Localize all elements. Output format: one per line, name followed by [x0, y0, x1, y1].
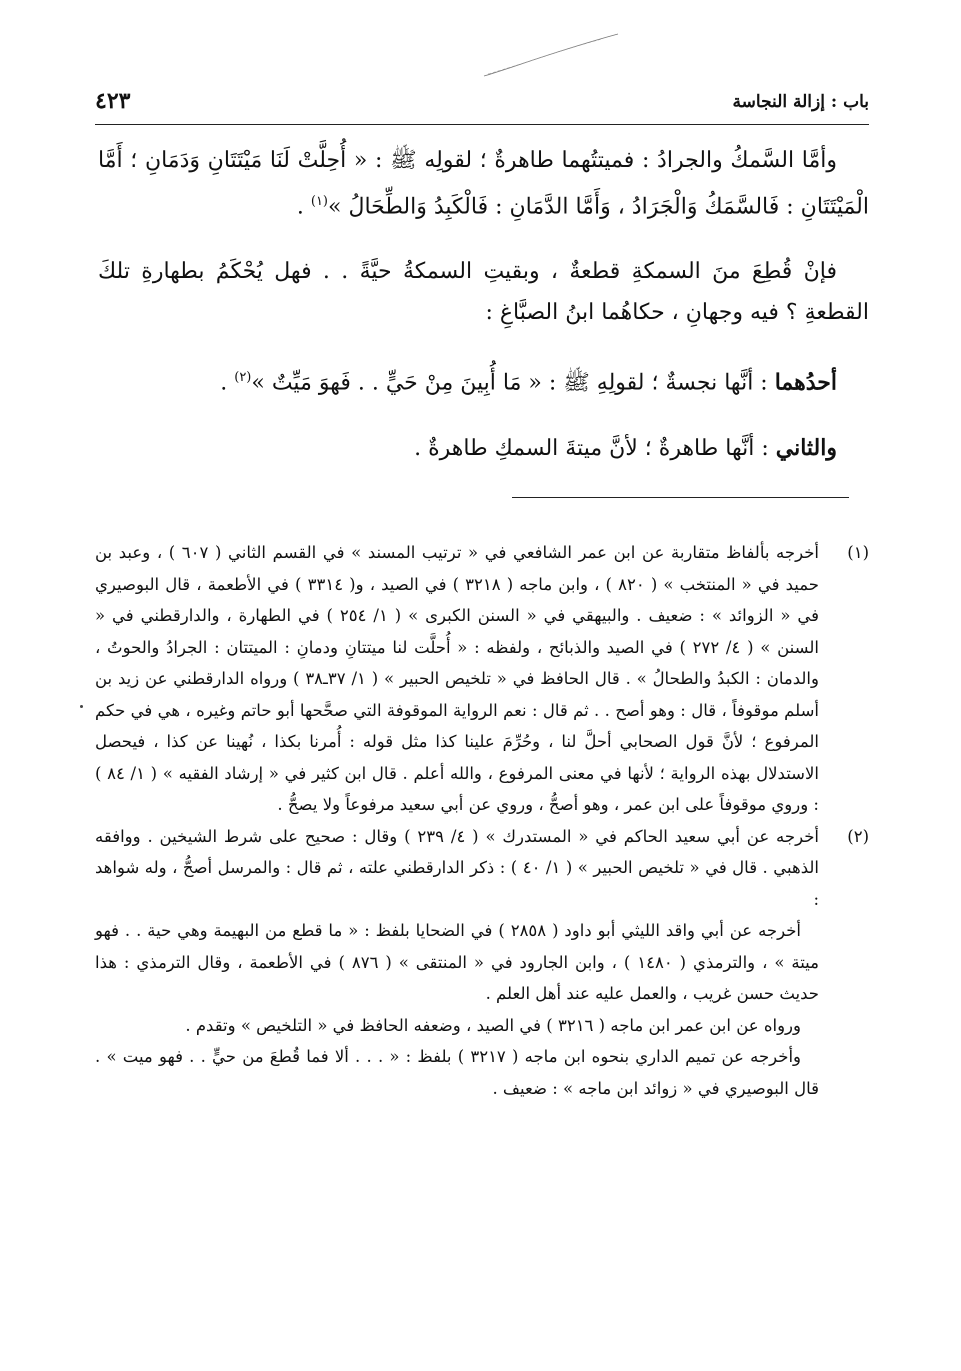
footnotes [95, 537, 869, 1104]
footnote-text: أخرجه بألفاظ متقاربة عن ابن عمر الشافعي في « ترتيب المسند » في القسم الثاني ( ٦٠٧ ) ، وعبد بن حميد في « المنتخب » ( ٨٢٠ ) ، وابن ماجه ( ٣٢١٨ ) في الصيد ، و( ٣٣١٤ ) في الأطعمة ، قال البوصيري في « الزوائد » : ضعيف . والبيهقي في « السنن الكبرى » ( ١/ ٢٥٤ ) في الطهارة ، والدارقطني في « السنن » ( ٤/ ٢٧٢ ) في الصيد والذبائح ، ولفظه : « أُحلَّت لنا ميتتانِ ودمانِ : الميتتان : الجرادُ والحوتُ ، والدمان : الكبدُ والطحالُ » . قال الحافظ في « تلخيص الحبير » ( ١/ ٣٧ـ٣٨ ) ورواه الدارقطني عن زيد بن أسلم موقوفاً ، قال : وهو أصح . . ثم قال : نعم الرواية الموقوفة التي صحَّحها أبو حاتم وغيره ، هي في حكم المرفوع ؛ لأنَّ قول الصحابي أحلَّ لنا ، وحُرِّمَ علينا كذا مثل قوله : أُمرنا بكذا ، نُهينا عن كذا ، فيحصل الاستدلال بهذه الرواية ؛ لأنها في معنى المرفوع ، والله أعلم . قال ابن كثير في « إرشاد الفقيه » ( ١/ ٨٤ ) : وروي موقوفاً على ابن عمر ، وهو أصحُّ ، وروي عن أبي سعيد مرفوعاً ولا يصحُّ . [95, 543, 820, 814]
paragraph-text: : أنَّها طاهرةٌ ؛ لأنَّ ميتةَ السمكِ طاهرةٌ . [414, 435, 776, 461]
page-number: ٤٢٣ [95, 88, 131, 114]
footnote-mark: (٢) [847, 826, 869, 846]
paragraph-second-view [98, 428, 869, 469]
page-header [95, 86, 869, 125]
paragraph-fish-locust: وأمَّا السَّمكُ والجرادُ : فميتتُهما طاهرةٌ ؛ لقولِه ﷺ : « أُحِلَّتْ لَنَا مَيْتَتَانِ وَدَمَانِ ؛ أَمَّا الْمَيْتَتَانِ : فَالسَّمَكُ وَالْجَرَادُ ، وَأَمَّا الدَّمَانِ : فَالْكَبِدُ وَالطِّحَالُ »$^{(١)}$ . [98, 148, 869, 220]
paragraph-cut-piece: فإنْ قُطِعَ منَ السمكةِ قطعةٌ ، وبقيتِ السمكةُ حيَّةً . . فهل يُحْكَمُ بطهارةِ تلكَ القطعةِ ؟ فيه وجهانِ ، حكاهُما ابنُ الصبَّاغِ : [98, 259, 869, 326]
footnote-mark: (١) [847, 543, 869, 562]
footnote-text: ورواه عن ابن عمر ابن ماجه ( ٣٢١٦ ) في الصيد ، وضعفه الحافظ في « التلخيص » وتقدم . [185, 1015, 801, 1035]
paragraph-text: وأمَّا السَّمكُ والجرادُ : فميتتُهما طاهرةٌ ؛ لقولِه ﷺ : « أُحِلَّتْ لَنَا مَيْتَتَانِ وَدَمَانِ ؛ أَمَّا الْمَيْتَتَانِ : فَالسَّمَكُ وَالْجَرَادُ ، وَأَمَّا الدَّمَانِ : فَالْكَبِدُ وَالطِّحَالُ » [98, 148, 869, 220]
ink-speck [80, 705, 83, 708]
second-view-label: والثاني [775, 434, 837, 461]
footnote-1 [95, 537, 869, 821]
first-view-label: أحدُهما [774, 369, 837, 396]
paragraph-text: : أنَّها نجسةٌ ؛ لقولِهِ ﷺ : « مَا أُبِينَ مِنْ حَيٍّ . . فَهوَ مَيِّتٌ » [251, 370, 775, 396]
footnote-ref-1[interactable]: (١) [310, 194, 328, 209]
footnote-text: وأخرجه عن تميم الداري بنحوه ابن ماجه ( ٣٢١٧ ) بلفظ : « . . . ألا فما قُطعَ من حيٍّ . . فهو ميت » . قال البوصيري في « زوائد ابن ماجه » : ضعيف . [95, 1047, 819, 1098]
paragraph-first-view: أحدُهما : أنَّها نجسةٌ ؛ لقولِهِ ﷺ : « مَا أُبِينَ مِنْ حَيٍّ . . فَهوَ مَيِّتٌ »$^{(٢)}$ . [220, 369, 837, 396]
footnote-text: أخرجه عن أبي سعيد الحاكم في « المستدرك » ( ٤/ ٢٣٩ ) وقال : صحيح على شرط الشيخين . ووافقه الذهبي . قال في « تلخيص الحبير » ( ١/ ٤٠ ) : ذكر الدارقطني علته ، ثم قال : والمرسل أصحُّ ، وله شواهد : [95, 826, 819, 909]
pen-scratch-mark [482, 30, 622, 80]
footnote-separator [512, 497, 849, 498]
main-text [98, 140, 869, 493]
footnote-text: أخرجه عن أبي واقد الليثي أبو داود ( ٢٨٥٨ ) في الضحايا بلفظ : « ما قطع من البهيمة وهي حية . . فهو ميتة » ، والترمذي ( ١٤٨٠ ) ، وابن الجارود في « المنتقى » ( ٨٧٦ ) في الأطعمة ، وقال الترمذي : هذا حديث حسن غريب ، والعمل عليه عند أهل العلم . [95, 921, 819, 1003]
footnote-2 [95, 821, 869, 1105]
footnote-ref-2[interactable]: (٢) [234, 370, 252, 386]
running-title: باب : إزالة النجاسة [732, 92, 869, 112]
